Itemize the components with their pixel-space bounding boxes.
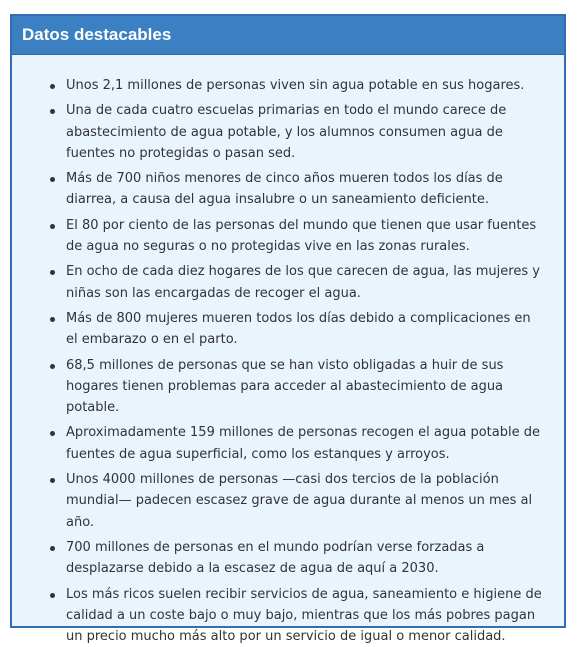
bullet-icon (50, 224, 55, 229)
bullet-icon (50, 317, 55, 322)
bullet-icon (50, 84, 55, 89)
list-item (48, 168, 544, 211)
fact-text: Unos 2,1 millones de personas viven sin agua potable en sus hogares. (66, 78, 525, 93)
panel-title: Datos destacables (22, 25, 172, 44)
fact-text: Unos 4000 millones de personas —casi dos tercios de la población mundial— padecen escasez grave de agua durante al menos un mes al año. (66, 472, 533, 530)
fact-text: Más de 800 mujeres mueren todos los días debido a complicaciones en el embarazo o en el parto. (66, 310, 531, 348)
bullet-icon (50, 546, 55, 551)
list-item (48, 100, 544, 164)
bullet-icon (50, 364, 55, 369)
bullet-icon (50, 593, 55, 598)
fact-list (12, 55, 564, 647)
fact-text: Más de 700 niños menores de cinco años mueren todos los días de diarrea, a causa del agua insalubre o un saneamiento deficiente. (66, 171, 503, 208)
list-item (48, 355, 544, 419)
fact-text: En ocho de cada diez hogares de los que carecen de agua, las mujeres y niñas son las encargadas de recoger el agua. (66, 264, 540, 301)
fact-text: 68,5 millones de personas que se han visto obligadas a huir de sus hogares tienen problemas para acceder al abastecimiento de agua potable. (66, 357, 504, 416)
bullet-icon (50, 109, 55, 114)
list-item (48, 308, 544, 351)
panel-header (12, 16, 564, 55)
bullet-icon (50, 270, 55, 275)
list-item (48, 537, 544, 580)
fact-text: Aproximadamente 159 millones de personas recogen el agua potable de fuentes de agua superficial, como los estanques y arroyos. (66, 425, 540, 462)
bullet-icon (50, 177, 55, 182)
list-item (48, 469, 544, 533)
list-item (48, 215, 544, 258)
fact-text: El 80 por ciento de las personas del mundo que tienen que usar fuentes de agua no seguras o no protegidas vive en las zonas rurales. (66, 217, 537, 255)
fact-text: Una de cada cuatro escuelas primarias en todo el mundo carece de abastecimiento de agua potable, y los alumnos consumen agua de fuentes no protegidas o pasan sed. (66, 103, 507, 161)
fact-text: Los más ricos suelen recibir servicios de agua, saneamiento e higiene de calidad a un coste bajo o muy bajo, mientras que los más pobres pagan un precio mucho más alto por un servicio de igual o menor calidad. (66, 586, 542, 645)
list-item (48, 75, 544, 96)
fact-text: 700 millones de personas en el mundo podrían verse forzadas a desplazarse debido a la escasez de agua de aquí a 2030. (66, 539, 485, 577)
bullet-icon (50, 431, 55, 436)
list-item (48, 584, 544, 647)
list-item (48, 422, 544, 465)
list-item (48, 261, 544, 304)
facts-panel (10, 14, 566, 645)
bullet-icon (50, 478, 55, 483)
